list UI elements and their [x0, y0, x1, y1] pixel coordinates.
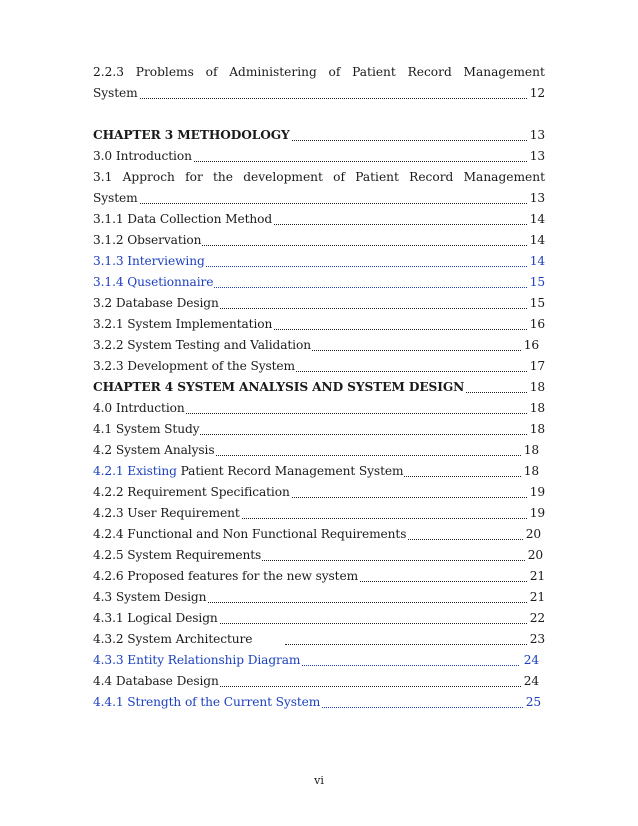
toc-entry-title: 4.3.1 Logical Design	[93, 611, 218, 625]
toc-entry-4-2-3[interactable]	[93, 503, 545, 524]
toc-entry-4-4-1-link[interactable]	[93, 692, 545, 713]
toc-entry-title: 3.1.3 Interviewing	[93, 254, 205, 268]
toc-page-number: 19	[529, 482, 545, 503]
toc-entry-title: 4.2.5 System Requirements	[93, 548, 262, 562]
toc-page-number: 24	[523, 650, 539, 671]
toc-page-number: 13	[529, 125, 545, 146]
toc-word: Record	[407, 65, 452, 79]
toc-word: Administering	[229, 65, 317, 79]
toc-entry-title: 4.2.3 User Requirement	[93, 506, 240, 520]
toc-entry-3-1-line1	[93, 167, 545, 188]
toc-entry-title: 4.1 System Study	[93, 422, 200, 436]
toc-word: for	[185, 170, 203, 184]
toc-word: Management	[463, 65, 545, 79]
toc-entry-4-3[interactable]	[93, 587, 545, 608]
toc-entry-3-1-line2[interactable]	[93, 188, 545, 209]
toc-entry-rest-part: Patient Record Management System	[176, 464, 404, 478]
toc-entry-4-4[interactable]	[93, 671, 545, 692]
toc-page-number: 16	[523, 335, 539, 356]
toc-entry-3-2-2[interactable]	[93, 335, 545, 356]
toc-page-number: 18	[529, 377, 545, 398]
toc-word: Record	[409, 170, 454, 184]
toc-entry-3-2[interactable]	[93, 293, 545, 314]
toc-entry-4-0[interactable]	[93, 398, 545, 419]
toc-page-number: 14	[529, 209, 545, 230]
toc-entry-title: 3.2.1 System Implementation	[93, 317, 273, 331]
toc-entry-title: 4.2.4 Functional and Non Functional Requirements	[93, 527, 407, 541]
toc-word: Patient	[352, 65, 396, 79]
toc-entry-title: CHAPTER 3 METHODOLOGY	[93, 128, 290, 142]
toc-page-number: 21	[529, 587, 545, 608]
toc-entry-4-2-4[interactable]	[93, 524, 545, 545]
toc-entry-4-3-2[interactable]	[93, 629, 545, 650]
toc-page-number: 13	[529, 188, 545, 209]
toc-entry-3-2-3[interactable]	[93, 356, 545, 377]
toc-entry-title: 3.0 Introduction	[93, 149, 192, 163]
toc-entry-title: 4.2.6 Proposed features for the new system	[93, 569, 359, 583]
page-number-footer: vi	[314, 774, 324, 787]
toc-entry-title: System	[93, 191, 138, 205]
toc-chapter-4[interactable]	[93, 377, 545, 398]
toc-entry-3-2-1[interactable]	[93, 314, 545, 335]
toc-entry-3-0[interactable]	[93, 146, 545, 167]
toc-word: Patient	[355, 170, 399, 184]
toc-entry-3-1-3-link[interactable]	[93, 251, 545, 272]
toc-entry-title: 3.1.2 Observation	[93, 233, 202, 247]
toc-page-number: 18	[523, 440, 539, 461]
toc-entry-title: 3.2.2 System Testing and Validation	[93, 338, 311, 352]
toc-page-number: 16	[529, 314, 545, 335]
toc-word: Approch	[122, 170, 175, 184]
toc-page-number: 24	[523, 671, 539, 692]
toc-page-number: 14	[529, 230, 545, 251]
toc-entry-3-1-1[interactable]	[93, 209, 545, 230]
toc-word: Management	[463, 170, 545, 184]
toc-entry-title: 3.1.1 Data Collection Method	[93, 212, 273, 226]
toc-entry-4-2-2[interactable]	[93, 482, 545, 503]
toc-page-number: 18	[529, 419, 545, 440]
toc-word: 3.1	[93, 170, 113, 184]
toc-entry-title: 4.0 Intrduction	[93, 401, 185, 415]
toc-entry-title: 4.3.3 Entity Relationship Diagram	[93, 653, 301, 667]
toc-page-number: 21	[529, 566, 545, 587]
toc-page-number: 25	[525, 692, 541, 713]
toc-entry-2-2-3-line2	[93, 83, 545, 104]
toc-word: of	[328, 65, 341, 79]
toc-entry-3-1-4-link[interactable]	[93, 272, 545, 293]
toc-page-number: 23	[529, 629, 545, 650]
toc-entry-4-3-3-link[interactable]	[93, 650, 545, 671]
toc-page-number: 17	[529, 356, 545, 377]
toc-word: of	[205, 65, 218, 79]
toc-entry-title	[93, 464, 404, 478]
toc-word: 2.2.3	[93, 65, 125, 79]
toc-word: Problems	[135, 65, 194, 79]
toc-page-number: 12	[529, 83, 545, 104]
toc-entry-4-2-5[interactable]	[93, 545, 545, 566]
toc-entry-4-2-6[interactable]	[93, 566, 545, 587]
toc-entry-4-2[interactable]	[93, 440, 545, 461]
toc-page-number: 13	[529, 146, 545, 167]
toc-page-number: 20	[525, 524, 541, 545]
toc-page-number: 15	[529, 272, 545, 293]
toc-page-number: 18	[529, 398, 545, 419]
table-of-contents	[93, 62, 545, 713]
toc-word: of	[333, 170, 345, 184]
toc-entry-4-1[interactable]	[93, 419, 545, 440]
toc-word: the	[213, 170, 233, 184]
toc-page-number: 14	[529, 251, 545, 272]
toc-entry-4-3-1[interactable]	[93, 608, 545, 629]
toc-entry-title: 3.2.3 Development of the System	[93, 359, 296, 373]
toc-entry-title: 4.3 System Design	[93, 590, 207, 604]
toc-entry-title: 4.4.1 Strength of the Current System	[93, 695, 321, 709]
toc-entry-title: 3.1.4 Qusetionnaire	[93, 275, 214, 289]
toc-entry-title: CHAPTER 4 SYSTEM ANALYSIS AND SYSTEM DESIGN	[93, 380, 465, 394]
toc-entry-2-2-3-line1	[93, 62, 545, 83]
toc-page-number: 18	[523, 461, 539, 482]
toc-word: development	[243, 170, 323, 184]
toc-entry-title: 4.2.2 Requirement Specification	[93, 485, 290, 499]
toc-entry-title: 4.2 System Analysis	[93, 443, 215, 457]
toc-entry-title: 4.3.2 System Architecture	[93, 632, 253, 646]
toc-page-number: 20	[527, 545, 543, 566]
toc-entry-3-1-2[interactable]	[93, 230, 545, 251]
toc-page-number: 19	[529, 503, 545, 524]
toc-entry-title: System	[93, 86, 138, 100]
toc-chapter-3[interactable]	[93, 125, 545, 146]
toc-entry-title: 3.2 Database Design	[93, 296, 219, 310]
toc-entry-link-part[interactable]: 4.2.1 Existing	[93, 464, 177, 478]
toc-page-number: 22	[529, 608, 545, 629]
toc-page-number: 15	[529, 293, 545, 314]
toc-entry-4-2-1[interactable]	[93, 461, 545, 482]
toc-entry-title: 4.4 Database Design	[93, 674, 219, 688]
